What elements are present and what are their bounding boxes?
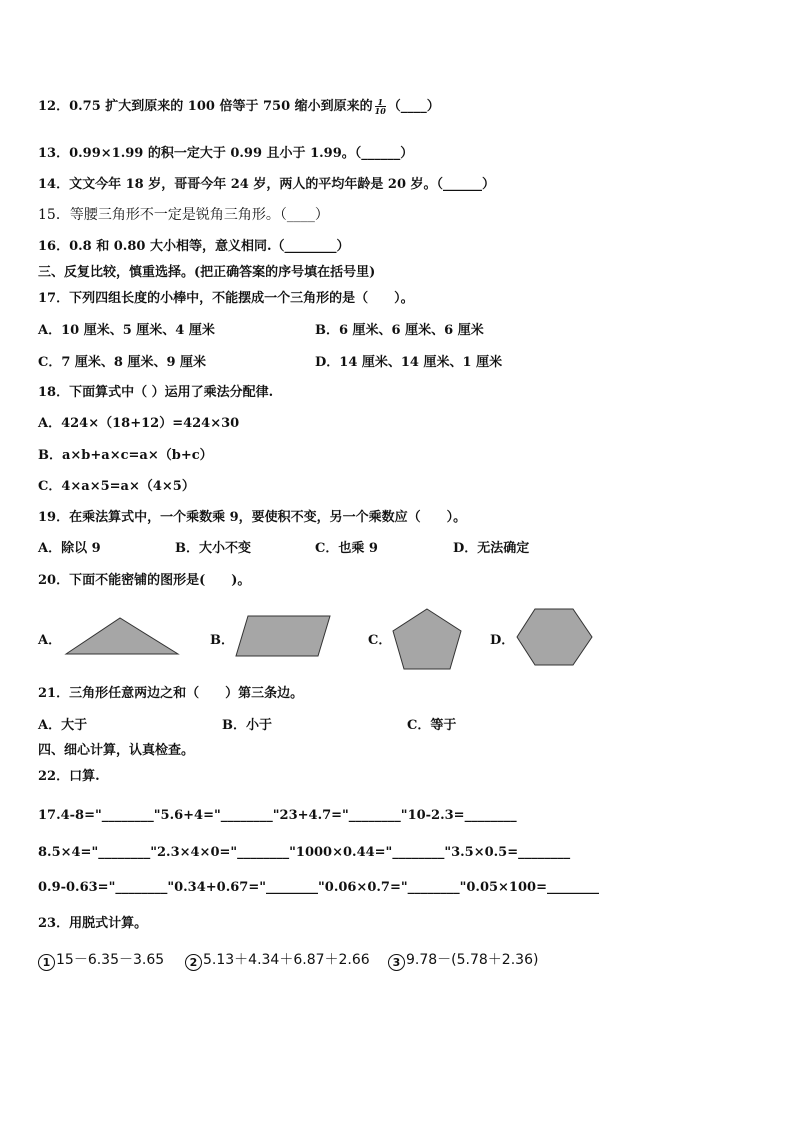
q12-answer-blank[interactable]: （____）: [387, 99, 440, 114]
q21-option-a[interactable]: A．大于: [38, 718, 88, 733]
circled-number-3: 3: [388, 954, 405, 971]
q17-option-d[interactable]: D．14 厘米、14 厘米、1 厘米: [315, 355, 503, 370]
q17-option-a[interactable]: A．10 厘米、5 厘米、4 厘米: [38, 323, 215, 338]
question-21-stem: 21．三角形任意两边之和（ ）第三条边。: [38, 686, 304, 701]
q17-option-c[interactable]: C．7 厘米、8 厘米、9 厘米: [38, 355, 207, 370]
q19-option-d[interactable]: D．无法确定: [453, 541, 530, 556]
q17-option-b[interactable]: B．6 厘米、6 厘米、6 厘米: [315, 323, 484, 338]
q18-option-a[interactable]: A．424×（18+12）=424×30: [38, 416, 240, 431]
section-3-heading: 三、反复比较，慎重选择。(把正确答案的序号填在括号里): [38, 265, 376, 280]
triangle-shape: [62, 614, 182, 658]
q23-expr-2: 5.13＋4.34＋6.87＋2.66: [203, 952, 370, 968]
q23-expr-3: 9.78－(5.78＋2.36): [406, 952, 539, 968]
circled-number-2: 2: [185, 954, 202, 971]
q20-label-c[interactable]: C．: [368, 633, 392, 648]
mental-math-row-2[interactable]: 8.5×4="________"2.3×4×0="________"1000×0.44="________"3.5×0.5=________: [38, 845, 571, 860]
question-18-stem: 18．下面算式中（ ）运用了乘法分配律.: [38, 385, 274, 400]
mental-math-row-1[interactable]: 17.4-8="________"5.6+4="________"23+4.7="________"10-2.3=________: [38, 808, 517, 823]
question-22-stem: 22．口算.: [38, 769, 100, 784]
question-14: 14．文文今年 18 岁，哥哥今年 24 岁，两人的平均年龄是 20 岁。（______）: [38, 177, 496, 192]
question-15: 15．等腰三角形不一定是锐角三角形。（____）: [38, 207, 329, 223]
q19-option-b[interactable]: B．大小不变: [175, 541, 251, 556]
question-16: 16．0.8 和 0.80 大小相等，意义相同.（________）: [38, 239, 350, 254]
q19-option-c[interactable]: C．也乘 9: [315, 541, 378, 556]
question-23-stem: 23．用脱式计算。: [38, 916, 148, 931]
q23-item-1: [38, 952, 164, 971]
q18-option-b[interactable]: B．a×b+a×c=a×（b+c）: [38, 448, 213, 463]
q18-option-c[interactable]: C．4×a×5=a×（4×5）: [38, 479, 195, 494]
pentagon-shape: [391, 607, 463, 671]
q20-label-a[interactable]: A．: [38, 633, 62, 648]
parallelogram-shape: [234, 612, 334, 660]
question-20-stem: 20．下面不能密铺的图形是( )。: [38, 573, 251, 588]
fraction-one-tenth: $\frac{1}{10}$: [374, 97, 386, 116]
q21-option-c[interactable]: C．等于: [407, 718, 457, 733]
q20-label-b[interactable]: B．: [210, 633, 234, 648]
q19-option-a[interactable]: A．除以 9: [38, 541, 101, 556]
question-19-stem: 19．在乘法算式中，一个乘数乘 9，要使积不变，另一个乘数应（ ）。: [38, 510, 467, 525]
q12-text: 12．0.75 扩大到原来的 100 倍等于 750 缩小到原来的: [38, 99, 373, 114]
q21-option-b[interactable]: B．小于: [222, 718, 272, 733]
q23-expr-1: 15－6.35－3.65: [56, 952, 165, 968]
question-12: [38, 98, 440, 115]
q23-item-2: [185, 952, 370, 971]
q23-item-3: [388, 952, 538, 971]
mental-math-row-3[interactable]: 0.9-0.63="________"0.34+0.67="________"0.06×0.7="________"0.05×100=________: [38, 880, 599, 895]
circled-number-1: 1: [38, 954, 55, 971]
section-4-heading: 四、细心计算，认真检查。: [38, 743, 195, 758]
hexagon-shape: [515, 607, 595, 667]
question-13: 13．0.99×1.99 的积一定大于 0.99 且小于 1.99。（______）: [38, 146, 414, 161]
q20-label-d[interactable]: D．: [490, 633, 515, 648]
question-17-stem: 17．下列四组长度的小棒中，不能摆成一个三角形的是（ ）。: [38, 291, 414, 306]
